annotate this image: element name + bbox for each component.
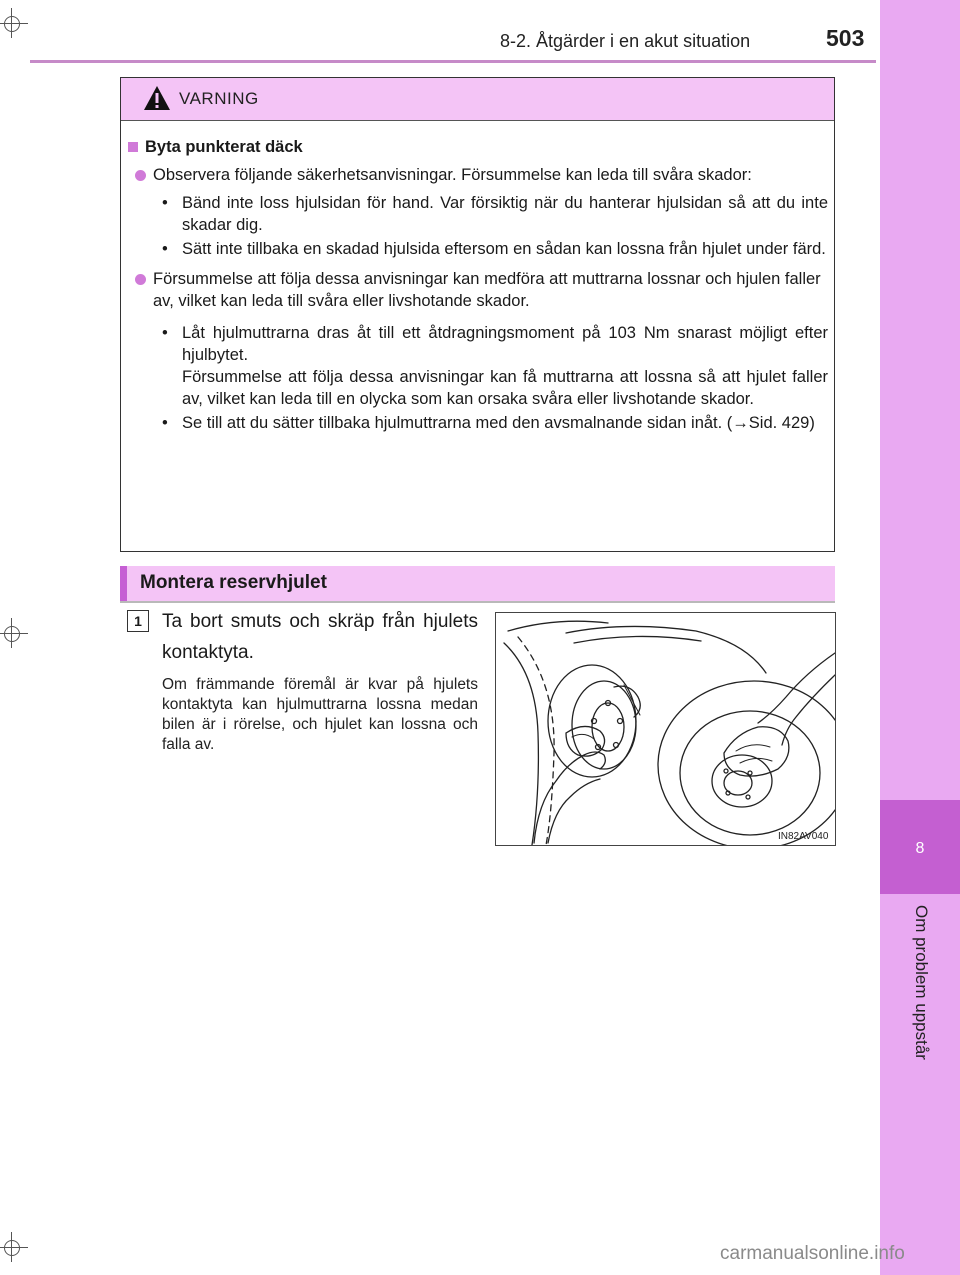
warning-sub-item xyxy=(162,192,828,236)
warning-sub-item xyxy=(162,322,828,410)
warning-heading-text: Byta punkterat däck xyxy=(145,138,303,156)
section-heading: Montera reservhjulet xyxy=(140,572,327,593)
dot-bullet-icon: • xyxy=(162,240,168,258)
warning-header xyxy=(121,78,834,121)
page-number: 503 xyxy=(826,25,865,51)
step-note: Om främmande föremål är kvar på hjulets kontaktyta kan hjulmuttrarna lossna medan bilen är i rörelse, och hjulet kan lossna och falla av. xyxy=(162,676,478,753)
warning-title: VARNING xyxy=(179,89,259,108)
dot-bullet-icon: • xyxy=(162,194,168,212)
warning-sub-item xyxy=(162,412,828,434)
warning-content xyxy=(128,136,828,436)
spare-wheel-cleaning-illustration xyxy=(495,612,836,846)
warning-sub-text: Sätt inte tillbaka en skadad hjulsida eftersom en sådan kan lossna från hjulet under färd. xyxy=(182,240,826,258)
warning-point-text: Försummelse att följa dessa anvisningar kan medföra att muttrarna lossnar och hjulen faller av, vilket kan leda till svåra eller livshotande skador. xyxy=(153,270,821,310)
section-bar-accent xyxy=(120,566,127,601)
circle-bullet-icon xyxy=(135,274,146,285)
dot-bullet-icon: • xyxy=(162,414,168,432)
warning-triangle-icon xyxy=(143,85,171,111)
illustration-code: IN82AV040 xyxy=(778,831,829,842)
warning-sub-text-group xyxy=(182,322,828,410)
watermark: carmanualsonline.info xyxy=(720,1243,905,1264)
chapter-number: 8 xyxy=(915,840,925,857)
circle-bullet-icon xyxy=(135,170,146,181)
header-rule xyxy=(30,60,876,63)
section-heading-bar xyxy=(120,566,835,603)
warning-point-text: Observera följande säkerhetsanvisningar. Försummelse kan leda till svåra skador: xyxy=(153,166,752,184)
wheel-hub-and-spare-wheel-drawing xyxy=(496,613,835,845)
warning-point xyxy=(128,164,828,186)
warning-sub-text: Se till att du sätter tillbaka hjulmuttrarna med den avsmalnande sidan inåt. (→Sid. 429) xyxy=(182,414,815,432)
warning-sub-item xyxy=(162,238,828,260)
square-bullet-icon xyxy=(128,142,138,152)
warning-heading xyxy=(128,136,828,158)
dot-bullet-icon: • xyxy=(162,324,168,342)
step-number-badge: 1 xyxy=(127,610,149,632)
warning-sub-text: Bänd inte loss hjulsidan för hand. Var försiktig när du hanterar hjulsidan så att du inte skadar dig. xyxy=(182,194,828,234)
warning-point xyxy=(128,268,828,312)
step-title: Ta bort smuts och skräp från hjulets kontaktyta. xyxy=(162,611,478,663)
section-title: 8-2. Åtgärder i en akut situation xyxy=(500,31,751,51)
warning-sub-text: Försummelse att följa dessa anvisningar kan få muttrarna att lossna så att hjulet faller av, vilket kan leda till en olycka som kan orsaka svåra eller livshotande skador. xyxy=(182,368,828,408)
chapter-label: Om problem uppstår xyxy=(912,905,931,1060)
warning-sub-text: Låt hjulmuttrarna dras åt till ett åtdragningsmoment på 103 Nm snarast möjligt efter hjulbytet. xyxy=(182,324,828,364)
warning-box xyxy=(120,77,835,552)
